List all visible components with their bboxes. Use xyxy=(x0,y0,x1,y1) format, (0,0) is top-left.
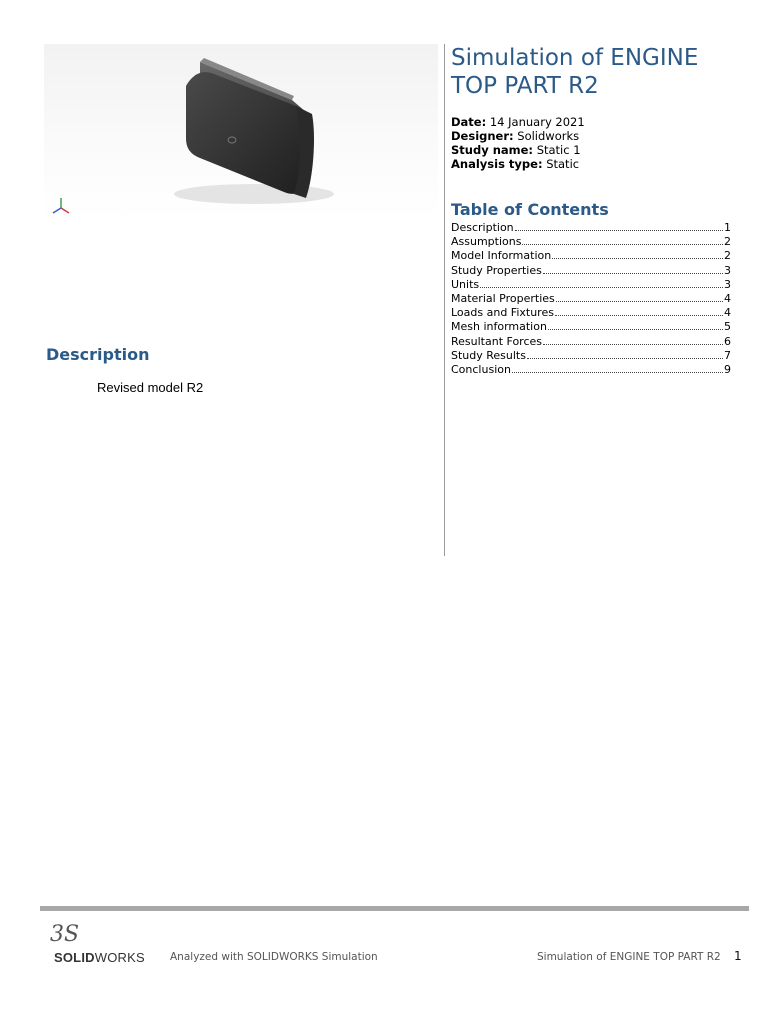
column-divider xyxy=(444,44,445,556)
date-value: 14 January 2021 xyxy=(489,115,585,129)
toc-item-page: 4 xyxy=(724,292,731,306)
toc-item-page: 3 xyxy=(724,263,731,277)
toc-item-label: Units xyxy=(451,277,480,291)
toc-item-label: Study Properties xyxy=(451,263,542,277)
study-metadata xyxy=(451,115,585,171)
description-text: Revised model R2 xyxy=(97,380,204,395)
study-name-value: Static 1 xyxy=(536,143,581,157)
toc-item-page: 2 xyxy=(724,249,731,263)
toc-heading: Table of Contents xyxy=(451,200,609,219)
toc-item-model-information[interactable] xyxy=(451,249,731,263)
toc-item-label: Mesh information xyxy=(451,320,547,334)
designer-label: Designer: xyxy=(451,129,514,143)
toc-item-label: Description xyxy=(451,221,514,234)
toc-item-label: Material Properties xyxy=(451,292,555,306)
table-of-contents xyxy=(451,221,731,377)
toc-item-study-results[interactable] xyxy=(451,349,731,363)
toc-item-label: Loads and Fixtures xyxy=(451,306,554,320)
study-name-row xyxy=(451,143,585,157)
toc-item-label: Model Information xyxy=(451,249,552,263)
solidworks-wordmark: SOLIDWORKS xyxy=(54,950,145,965)
analysis-type-row xyxy=(451,157,585,171)
footer-rule xyxy=(40,906,749,911)
date-row xyxy=(451,115,585,129)
footer-report-title: Simulation of ENGINE TOP PART R2 xyxy=(537,951,721,963)
toc-item-page: 5 xyxy=(724,320,731,334)
model-preview-image xyxy=(44,44,438,220)
toc-item-assumptions[interactable] xyxy=(451,235,731,249)
toc-item-page: 9 xyxy=(724,363,731,377)
page-number: 1 xyxy=(734,949,742,963)
designer-value: Solidworks xyxy=(517,129,580,143)
analysis-type-value: Static xyxy=(546,157,580,171)
toc-item-loads-and-fixtures[interactable] xyxy=(451,306,731,320)
coordinate-triad-icon xyxy=(50,196,72,220)
toc-item-study-properties[interactable] xyxy=(451,264,731,278)
toc-item-label: Resultant Forces xyxy=(451,334,543,348)
toc-item-page: 6 xyxy=(724,334,731,348)
date-label: Date: xyxy=(451,115,487,129)
toc-item-label: Study Results xyxy=(451,348,526,362)
toc-item-label: Assumptions xyxy=(451,235,522,249)
toc-item-page: 2 xyxy=(724,235,731,249)
study-name-label: Study name: xyxy=(451,143,534,157)
toc-item-description[interactable] xyxy=(451,221,731,235)
toc-item-page: 3 xyxy=(724,277,731,291)
toc-item-conclusion[interactable] xyxy=(451,363,731,377)
designer-row xyxy=(451,129,585,143)
toc-item-material-properties[interactable] xyxy=(451,292,731,306)
analysis-type-label: Analysis type: xyxy=(451,157,543,171)
toc-item-page: 7 xyxy=(724,348,731,362)
toc-item-units[interactable] xyxy=(451,278,731,292)
footer-analyzed-with: Analyzed with SOLIDWORKS Simulation xyxy=(170,951,378,963)
toc-item-page: 4 xyxy=(724,306,731,320)
toc-item-label: Conclusion xyxy=(451,363,511,377)
ds-logo-mark: 3S xyxy=(50,922,80,947)
solidworks-logo xyxy=(46,922,156,966)
description-heading: Description xyxy=(46,345,150,364)
report-title: Simulation of ENGINE TOP PART R2 xyxy=(451,45,699,99)
toc-item-mesh-information[interactable] xyxy=(451,320,731,334)
toc-item-resultant-forces[interactable] xyxy=(451,335,731,349)
toc-item-page: 1 xyxy=(724,221,731,234)
